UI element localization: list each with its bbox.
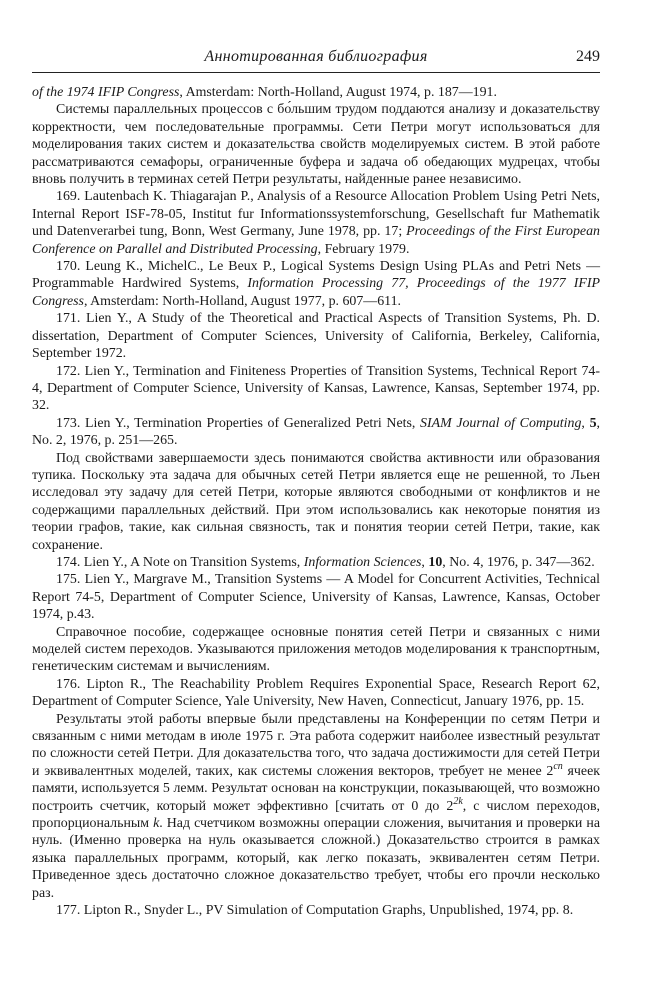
- page-number: 249: [576, 48, 600, 65]
- entry-169: [32, 188, 600, 258]
- entry-177: 177. Lipton R., Snyder L., PV Simulation of Computation Graphs, Unpublished, 1974, pp. 8.: [56, 903, 574, 919]
- exponent-cn: cn: [553, 760, 563, 772]
- entry-173-venue: SIAM Journal of Computing: [420, 415, 582, 431]
- entry-174: 174. Lien Y., A Note on Transition Systems, Information Sciences, 10, No. 4, 1976, p. 347—362.: [56, 554, 595, 570]
- entry-175-annotation: Справочное пособие, содержащее основные понятия сетей Петри и связанных с ними моделей систем переходов. Указываются приложения методов моделирования к транспортным, генетическим системам и вычислениям.: [32, 624, 600, 675]
- entry-174-venue: Information Sciences: [303, 554, 422, 570]
- entry-169-venue: Proceedings of the First European Conference on Parallel and Distributed Processing: [32, 224, 600, 257]
- header-title: Аннотированная библиография: [204, 48, 428, 65]
- entry-172: 172. Lien Y., Termination and Finiteness Properties of Transition Systems, Technical Report 74-4, Department of Computer Science, University of Kansas, Lawrence, Kansas, September 1974, pp. 32.: [32, 363, 600, 414]
- entry-173-annotation: Под свойствами завершаемости здесь понимаются свойства активности или образования тупика. Поскольку эта задача для обычных сетей Петри является еще не решенной, то Льен исследовал эту задачу для сетей Петри, которые являются свободными от конфликтов и не содержащими параллельных действий. При этом использовались как некоторые понятия из теории графов, такие, как сильная связность, так и понятия теории сетей Петри, такие, как сохранение.: [32, 450, 600, 553]
- entry-168-venue: of the 1974 IFIP Congress: [32, 85, 180, 100]
- entry-176-annotation: Результаты этой работы впервые были представлены на Конференции по сетям Петри и связанным с ними методам в июле 1975 г. Эта работа содержит наиболее известный результат по сложности сетей Петри. Для доказательства того, что задача достижимости для сетей Петри и эквивалентных моделей, таких, как системы сложения векторов, требует не менее $2^{cn}$ ячеек памяти, используется 5 лемм. Результат основан на конструкции, показывающей, что возможно построить счетчик, который может эффективно [считать от 0 до $2^{2k}$, с числом переходов, пропорциональным k. Над счетчиком возможны операции сложения, вычитания и проверки на нуль. (Именно проверка на нуль оказывается сложной.) Доказательство строится в рамках языка параллельных программ, который, как легко показать, эквивалентен сетям Петри. Приведенное здесь достаточно сложное доказательство требует, чтобы его прочли несколько раз.: [32, 711, 601, 901]
- entry-173: 173. Lien Y., Termination Properties of Generalized Petri Nets, SIAM Journal of Computing, 5, No. 2, 1976, p. 251—265.: [32, 415, 600, 449]
- entry-171: 171. Lien Y., A Study of the Theoretical and Practical Aspects of Transition Systems, Ph. D. dissertation, Department of Computer Sciences, University of California, Berkeley, California, September 1972.: [32, 311, 600, 362]
- entry-168-annotation: Системы параллельных процессов с бо́льшим трудом поддаются анализу и доказательству корректности, чем последовательные программы. Сети Петри могут использоваться для моделирования таких систем и доказательства свойств моделируемых систем. В этой работе рассматриваются семафоры, ограниченные буфера и задача об обедающих мудрецах, чтобы вновь получить в терминах сетей Петри результаты, найденные ранее независимо.: [32, 102, 600, 188]
- entry-170-rest: , Amsterdam: North-Holland, August 1977, p. 607—611.: [83, 293, 401, 309]
- entry-170: [32, 258, 600, 310]
- entry-176: 176. Lipton R., The Reachability Problem Requires Exponential Space, Research Report 62, Department of Computer Science, Yale University, New Haven, Connecticut, January 1976, pp. 15.: [32, 676, 600, 710]
- entry-174-volume: 10: [428, 554, 443, 570]
- entry-168-tail: [32, 84, 600, 101]
- entry-169-rest: , February 1979.: [317, 241, 410, 257]
- entry-174-main: 174. Lien Y., A Note on Transition Systems,: [56, 554, 304, 570]
- page-body: [32, 84, 600, 920]
- variable-k: k: [153, 816, 160, 832]
- entry-173-rest: , No. 2, 1976, p. 251—265.: [32, 415, 600, 449]
- entry-169-main: 169. Lautenbach K. Thiagarajan P., Analysis of a Resource Allocation Problem Using Petri Nets, Internal Report ISF-78-05, Institut fur Informationssystemforschung, Gesellschaft fur Mathematik und Datenverarbei tung, Bonn, West Germany, June 1978, pp. 17;: [32, 189, 600, 240]
- entry-170-venue: Information Processing 77, Proceedings of the 1977 IFIP Congress: [32, 276, 601, 309]
- entry-173-volume: 5: [589, 415, 597, 431]
- entry-170-main: 170. Leung K., MichelC., Le Beux P., Logical Systems Design Using PLAs and Petri Nets — Programmable Hardwired Systems,: [32, 259, 600, 292]
- exponent-2k: 2k: [453, 795, 463, 807]
- entry-175: 175. Lien Y., Margrave M., Transition Systems — A Model for Concurrent Activities, Technical Report 74-5, Department of Computer Science, University of Kansas, Lawrence, Kansas, October 1974, p.43.: [32, 572, 600, 623]
- running-header: [32, 42, 600, 73]
- entry-173-main: 173. Lien Y., Termination Properties of Generalized Petri Nets,: [56, 415, 421, 431]
- entry-168-rest: , Amsterdam: North-Holland, August 1974, p. 187—191.: [179, 85, 497, 100]
- entry-174-rest: , No. 4, 1976, p. 347—362.: [442, 554, 595, 570]
